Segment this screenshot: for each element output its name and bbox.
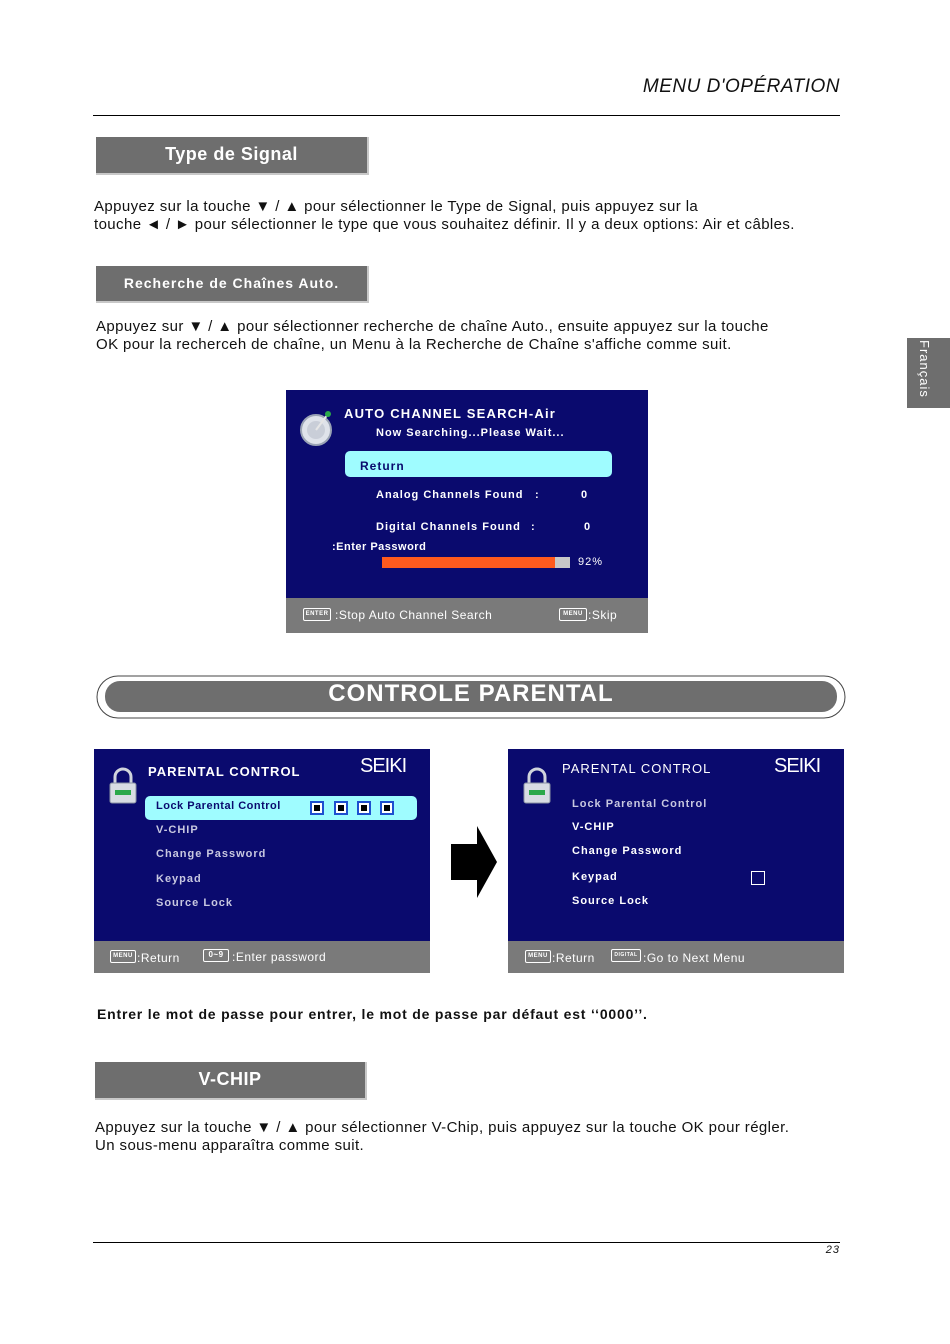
channel-search-footer bbox=[286, 598, 648, 633]
parental-left-title: PARENTAL CONTROL bbox=[148, 764, 301, 779]
parental-right-item-vchip[interactable]: V-CHIP bbox=[572, 821, 615, 833]
password-digit-box-2[interactable] bbox=[334, 801, 348, 815]
vchip-line1: Appuyez sur la touche ▼ / ▲ pour sélectionner V-Chip, puis appuyez sur la touche OK pour régler. bbox=[95, 1119, 790, 1136]
password-note: Entrer le mot de passe pour entrer, le mot de passe par défaut est ‘‘0000’’. bbox=[97, 1006, 648, 1022]
parental-right-footer bbox=[508, 941, 844, 973]
vchip-line2: Un sous-menu apparaîtra comme suit. bbox=[95, 1137, 365, 1154]
footer-skip-text: :Skip bbox=[588, 608, 618, 622]
parental-right-footer-return: :Return bbox=[552, 951, 595, 965]
padlock-icon bbox=[108, 766, 138, 806]
section-title-auto-search: Recherche de Chaînes Auto. bbox=[96, 266, 369, 303]
analog-channels-sep: : bbox=[535, 489, 540, 501]
parental-left-footer-return: :Return bbox=[137, 951, 180, 965]
menu-key-icon: MENU bbox=[559, 608, 587, 621]
password-digit-box-1[interactable] bbox=[310, 801, 324, 815]
password-digit-box-3[interactable] bbox=[357, 801, 371, 815]
parental-left-item-change-password[interactable]: Change Password bbox=[156, 848, 267, 860]
parental-right-item-change-password[interactable]: Change Password bbox=[572, 845, 683, 857]
menu-key-icon-left: MENU bbox=[110, 950, 136, 963]
section-title-vchip: V-CHIP bbox=[95, 1062, 367, 1100]
parental-right-item-source-lock[interactable]: Source Lock bbox=[572, 895, 650, 907]
footer-rule bbox=[93, 1242, 840, 1243]
signal-type-text bbox=[94, 198, 894, 234]
digital-key-icon: DIGITAL bbox=[611, 949, 641, 962]
vchip-text bbox=[95, 1119, 895, 1155]
language-tab bbox=[907, 338, 950, 408]
section-title-signal-type: Type de Signal bbox=[96, 137, 369, 175]
language-tab-label: Français bbox=[917, 340, 932, 398]
auto-search-line2: OK pour la recherceh de chaîne, un Menu à la Recherche de Chaîne s'affiche comme suit. bbox=[96, 336, 732, 353]
digital-channels-label: Digital Channels Found bbox=[376, 521, 521, 533]
parental-left-footer bbox=[94, 941, 430, 973]
page-number: 23 bbox=[825, 1244, 840, 1256]
parental-left-item-vchip[interactable]: V-CHIP bbox=[156, 824, 199, 836]
parental-right-title: PARENTAL CONTROL bbox=[562, 761, 712, 776]
parental-left-item-keypad[interactable]: Keypad bbox=[156, 873, 202, 885]
analog-channels-label: Analog Channels Found bbox=[376, 489, 524, 501]
parental-left-item-lock[interactable]: Lock Parental Control bbox=[156, 800, 281, 812]
enter-password-label: :Enter Password bbox=[332, 541, 427, 553]
parental-control-screen-left bbox=[94, 749, 430, 973]
parental-control-screen-right bbox=[508, 749, 844, 973]
progress-fill bbox=[382, 557, 555, 568]
page-header-title: MENU D'OPÉRATION bbox=[642, 76, 840, 97]
auto-search-line1: Appuyez sur ▼ / ▲ pour sélectionner recherche de chaîne Auto., ensuite appuyez sur la touche bbox=[96, 318, 769, 335]
header-rule bbox=[93, 115, 840, 116]
satellite-dish-icon bbox=[298, 406, 336, 448]
digital-channels-value: 0 bbox=[584, 521, 592, 533]
auto-channel-search-screen bbox=[286, 390, 648, 633]
parental-left-item-source-lock[interactable]: Source Lock bbox=[156, 897, 234, 909]
progress-percent: 92% bbox=[578, 556, 604, 568]
signal-type-line2: touche ◄ / ► pour sélectionner le type que vous souhaitez définir. Il y a deux options: Air et câbles. bbox=[94, 216, 795, 233]
parental-right-item-lock[interactable]: Lock Parental Control bbox=[572, 798, 708, 810]
auto-search-text bbox=[96, 318, 896, 354]
parental-right-footer-next: :Go to Next Menu bbox=[643, 951, 746, 965]
seiki-logo-left: SEIKI bbox=[360, 755, 407, 777]
parental-left-footer-enter: :Enter password bbox=[232, 950, 327, 964]
analog-channels-value: 0 bbox=[581, 489, 589, 501]
signal-type-line1: Appuyez sur la touche ▼ / ▲ pour sélectionner le Type de Signal, puis appuyez sur la bbox=[94, 198, 699, 215]
enter-key-icon: ENTER bbox=[303, 608, 331, 621]
channel-search-title: AUTO CHANNEL SEARCH-Air bbox=[344, 406, 557, 421]
padlock-icon-right bbox=[522, 766, 552, 806]
parental-banner-title: CONTROLE PARENTAL bbox=[328, 680, 614, 707]
menu-key-icon-right: MENU bbox=[525, 950, 551, 963]
seiki-logo-right: SEIKI bbox=[774, 755, 821, 777]
keypad-checkbox[interactable] bbox=[751, 871, 765, 885]
parental-right-item-keypad[interactable]: Keypad bbox=[572, 871, 618, 883]
progress-track bbox=[382, 557, 570, 568]
return-button-label: Return bbox=[360, 459, 405, 473]
right-arrow-icon bbox=[451, 826, 499, 898]
footer-stop-text: :Stop Auto Channel Search bbox=[335, 608, 493, 622]
channel-search-status: Now Searching...Please Wait... bbox=[376, 427, 565, 439]
password-digit-box-4[interactable] bbox=[380, 801, 394, 815]
number-key-icon: 0~9 bbox=[203, 949, 229, 962]
digital-channels-sep: : bbox=[531, 521, 536, 533]
